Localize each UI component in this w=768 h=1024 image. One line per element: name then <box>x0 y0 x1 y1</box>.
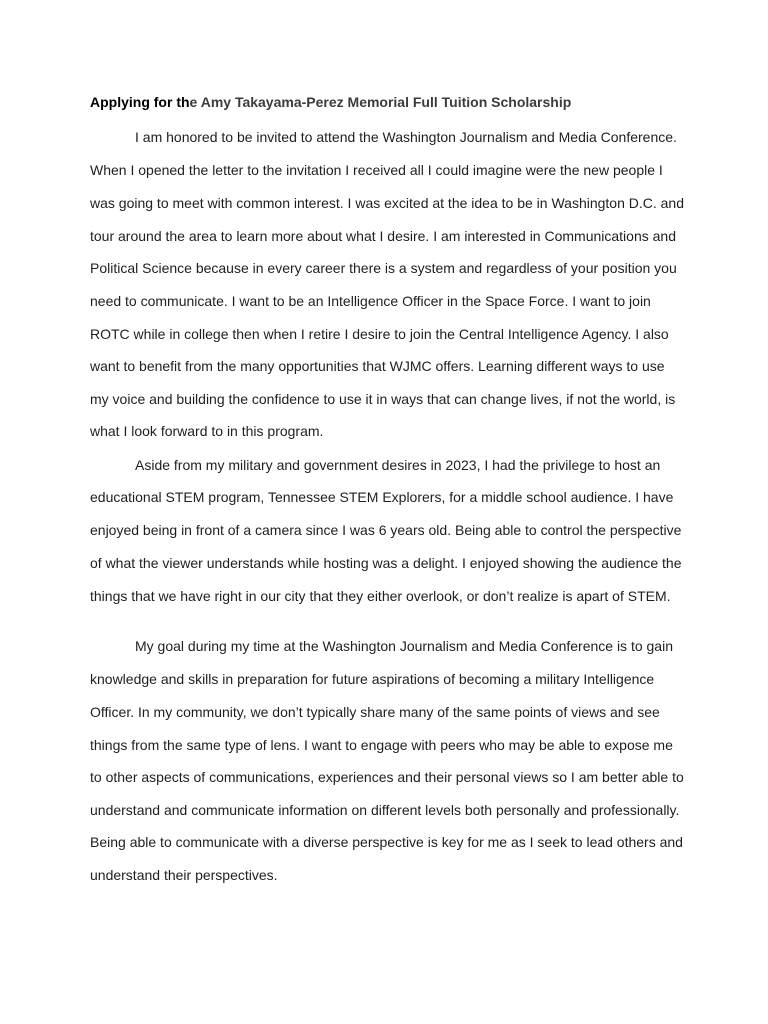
paragraph-line: of what the viewer understands while hosting was a delight. I enjoyed showing the audience the <box>90 555 682 571</box>
title-lead: Applying for th <box>90 94 190 110</box>
paragraph-line: understand and communicate information on different levels both personally and professionally. <box>90 802 680 818</box>
paragraph-line: understand their perspectives. <box>90 867 278 883</box>
paragraph-line: Being able to communicate with a diverse perspective is key for me as I seek to lead others and <box>90 834 683 850</box>
paragraph-line: My goal during my time at the Washington Journalism and Media Conference is to gain <box>135 638 673 654</box>
paragraph-line: was going to meet with common interest. I was excited at the idea to be in Washington D.C. and <box>90 195 685 211</box>
paragraph-line: my voice and building the confidence to use it in ways that can change lives, if not the world, is <box>90 391 676 407</box>
paragraph-line: tour around the area to learn more about what I desire. I am interested in Communications and <box>90 228 676 244</box>
paragraph-line: ROTC while in college then when I retire I desire to join the Central Intelligence Agency. I also <box>90 326 669 342</box>
paragraph-line: want to benefit from the many opportunities that WJMC offers. Learning different ways to use <box>90 358 665 374</box>
paragraph-line: to other aspects of communications, experiences and their personal views so I am better able to <box>90 769 684 785</box>
paragraph-line: things that we have right in our city that they either overlook, or don’t realize is apart of STEM. <box>90 588 671 604</box>
page-title <box>90 93 690 111</box>
paragraph-line: I am honored to be invited to attend the Washington Journalism and Media Conference. <box>135 129 677 145</box>
paragraph-line: things from the same type of lens. I want to engage with peers who may be able to expose me <box>90 737 673 753</box>
paragraph-line: enjoyed being in front of a camera since I was 6 years old. Being able to control the perspective <box>90 522 682 538</box>
paragraph-line: Political Science because in every career there is a system and regardless of your position you <box>90 260 677 276</box>
paragraph-line: Aside from my military and government desires in 2023, I had the privilege to host an <box>135 457 661 473</box>
paragraph-line: what I look forward to in this program. <box>90 423 324 439</box>
paragraph-line: Officer. In my community, we don’t typically share many of the same points of views and see <box>90 704 660 720</box>
paragraph-line: educational STEM program, Tennessee STEM Explorers, for a middle school audience. I have <box>90 489 674 505</box>
paragraph-line: need to communicate. I want to be an Intelligence Officer in the Space Force. I want to join <box>90 293 651 309</box>
paragraph-line: knowledge and skills in preparation for future aspirations of becoming a military Intelligence <box>90 671 655 687</box>
paragraph-line: When I opened the letter to the invitation I received all I could imagine were the new people I <box>90 162 663 178</box>
title-rest: e Amy Takayama-Perez Memorial Full Tuition Scholarship <box>189 94 572 110</box>
